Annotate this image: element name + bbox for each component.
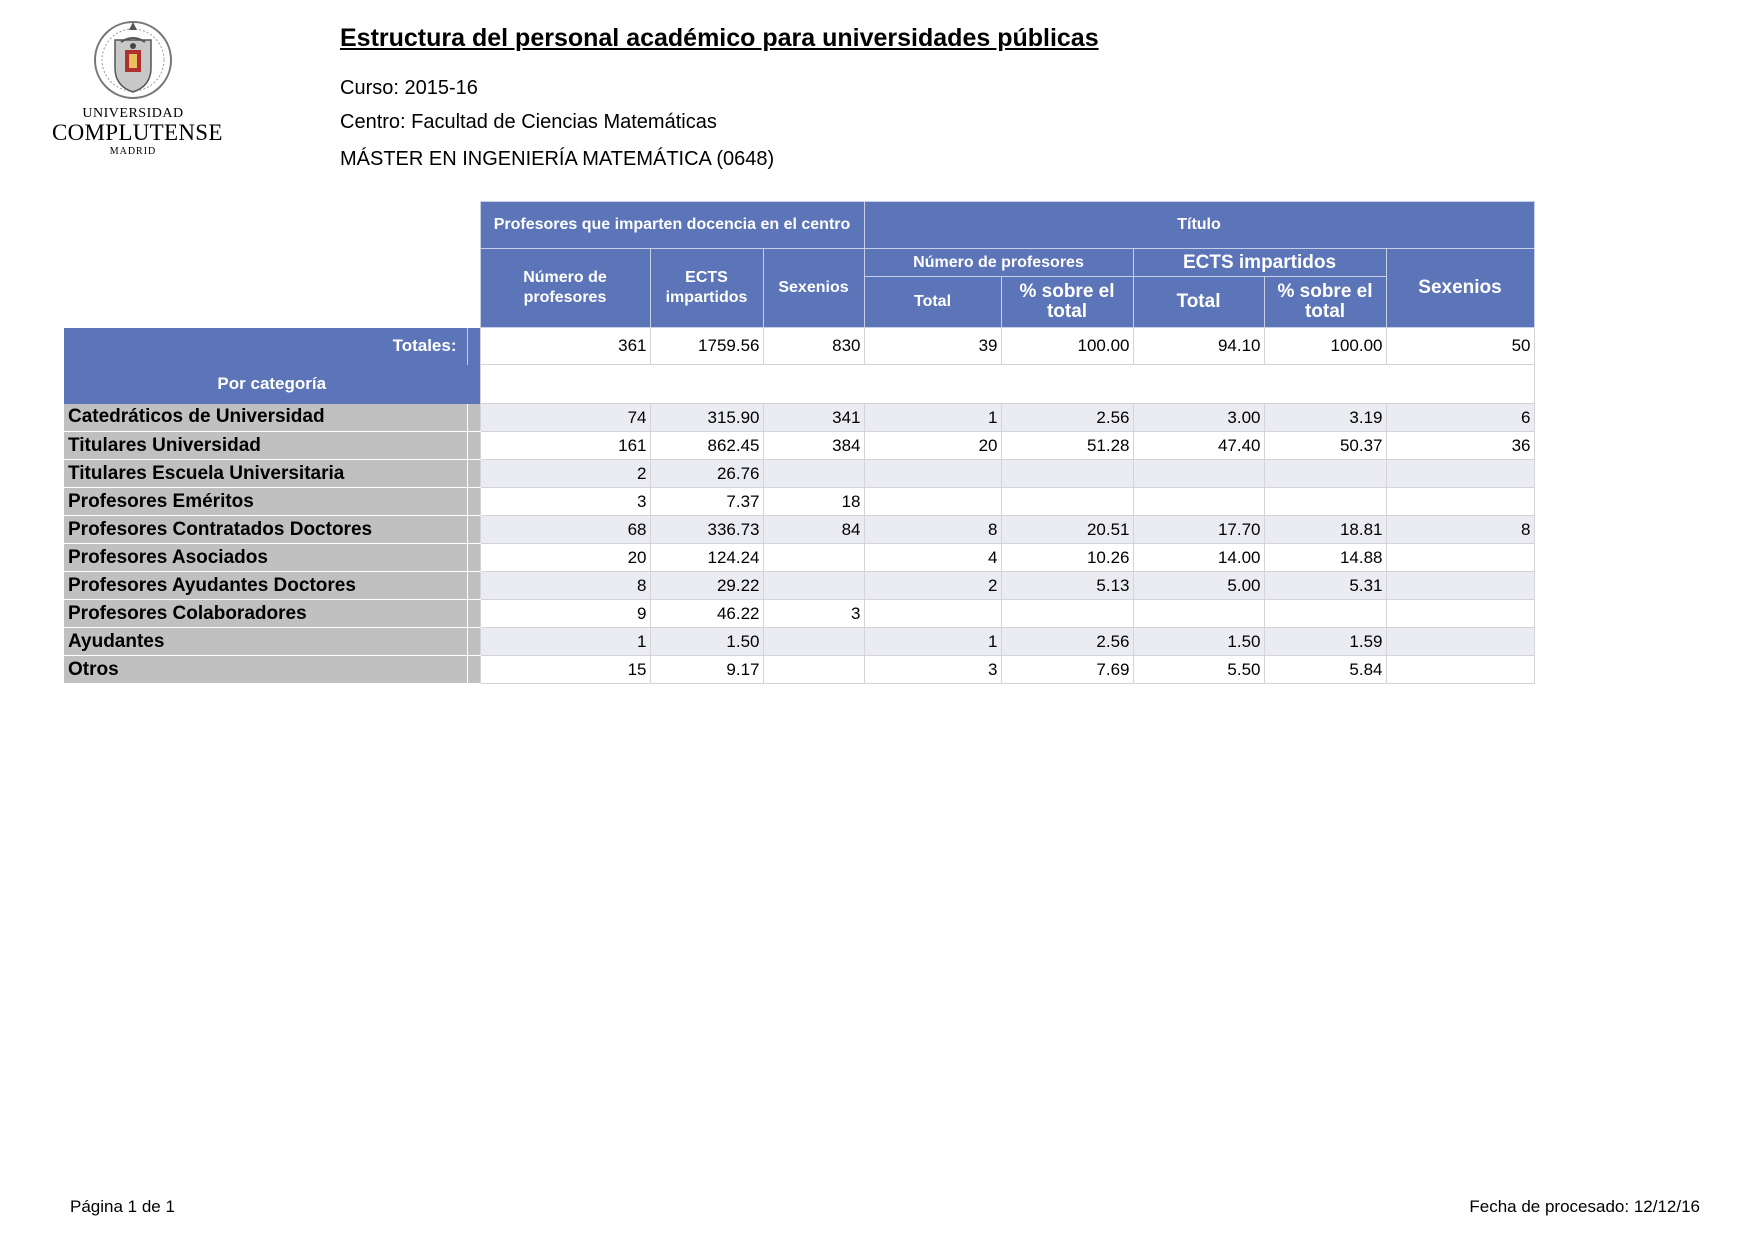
table-cell — [1264, 460, 1386, 488]
table-cell: 5.00 — [1133, 572, 1264, 600]
table-row — [64, 432, 1534, 460]
table-row — [64, 488, 1534, 516]
table-cell: 36 — [1386, 432, 1534, 460]
table-cell: 20 — [864, 432, 1001, 460]
total-cell: 361 — [480, 328, 650, 365]
table-cell — [1133, 460, 1264, 488]
table-cell — [1264, 488, 1386, 516]
table-cell: 18.81 — [1264, 516, 1386, 544]
table-cell: 1 — [480, 628, 650, 656]
report-title: Estructura del personal académico para universidades públicas — [340, 24, 1099, 52]
table-cell: 14.88 — [1264, 544, 1386, 572]
staff-table — [64, 201, 1535, 684]
table-cell — [864, 600, 1001, 628]
row-label: Titulares Universidad — [64, 432, 467, 460]
col-total-profesores: Total — [864, 277, 1001, 328]
total-cell: 1759.56 — [650, 328, 763, 365]
table-cell: 51.28 — [1001, 432, 1133, 460]
table-cell — [864, 460, 1001, 488]
total-cell: 830 — [763, 328, 864, 365]
table-cell: 50.37 — [1264, 432, 1386, 460]
university-crest-icon — [91, 16, 175, 104]
table-cell — [763, 656, 864, 684]
total-cell: 50 — [1386, 328, 1534, 365]
table-cell — [1001, 488, 1133, 516]
row-label: Profesores Ayudantes Doctores — [64, 572, 467, 600]
table-cell — [1386, 544, 1534, 572]
table-row — [64, 656, 1534, 684]
table-cell: 1.50 — [1133, 628, 1264, 656]
processing-date: Fecha de procesado: 12/12/16 — [1469, 1197, 1700, 1216]
table-cell: 124.24 — [650, 544, 763, 572]
table-cell: 5.31 — [1264, 572, 1386, 600]
table-cell: 1 — [864, 628, 1001, 656]
table-cell — [763, 544, 864, 572]
logo-line2: COMPLUTENSE — [52, 120, 223, 145]
col-pct-ects: % sobre el total — [1264, 277, 1386, 328]
table-cell: 5.84 — [1264, 656, 1386, 684]
row-label: Profesores Eméritos — [64, 488, 467, 516]
table-row — [64, 516, 1534, 544]
table-row — [64, 600, 1534, 628]
table-cell — [1264, 600, 1386, 628]
table-cell: 1.50 — [650, 628, 763, 656]
table-cell: 2 — [480, 460, 650, 488]
table-cell — [763, 460, 864, 488]
table-cell: 3 — [763, 600, 864, 628]
row-label: Catedráticos de Universidad — [64, 404, 467, 432]
table-cell: 315.90 — [650, 404, 763, 432]
table-cell — [1001, 460, 1133, 488]
table-cell: 8 — [1386, 516, 1534, 544]
row-label: Ayudantes — [64, 628, 467, 656]
table-cell — [1133, 488, 1264, 516]
university-logo — [52, 16, 223, 166]
totales-label: Totales: — [64, 328, 467, 365]
curso-text: Curso: 2015-16 — [340, 77, 478, 99]
table-cell: 9 — [480, 600, 650, 628]
table-cell: 3.00 — [1133, 404, 1264, 432]
table-cell — [763, 572, 864, 600]
table-cell — [763, 628, 864, 656]
col-num-profesores: Número de profesores — [480, 249, 650, 328]
table-cell — [1001, 600, 1133, 628]
table-cell: 15 — [480, 656, 650, 684]
table-cell: 4 — [864, 544, 1001, 572]
table-cell: 2 — [864, 572, 1001, 600]
table-cell — [1386, 460, 1534, 488]
col-ects: ECTS impartidos — [650, 249, 763, 328]
table-cell: 7.37 — [650, 488, 763, 516]
table-cell: 1.59 — [1264, 628, 1386, 656]
table-row — [64, 628, 1534, 656]
table-cell: 8 — [864, 516, 1001, 544]
table-cell: 1 — [864, 404, 1001, 432]
col-sexenios: Sexenios — [763, 249, 864, 328]
table-cell: 862.45 — [650, 432, 763, 460]
table-cell: 2.56 — [1001, 404, 1133, 432]
table-cell: 18 — [763, 488, 864, 516]
por-categoria-label: Por categoría — [64, 365, 480, 404]
table-row — [64, 460, 1534, 488]
table-cell: 26.76 — [650, 460, 763, 488]
table-cell — [1386, 656, 1534, 684]
table-cell: 46.22 — [650, 600, 763, 628]
table-cell: 74 — [480, 404, 650, 432]
table-cell: 336.73 — [650, 516, 763, 544]
table-cell: 5.13 — [1001, 572, 1133, 600]
table-cell — [864, 488, 1001, 516]
table-cell: 84 — [763, 516, 864, 544]
page-number: Página 1 de 1 — [70, 1197, 175, 1216]
table-cell: 10.26 — [1001, 544, 1133, 572]
table-cell — [1386, 488, 1534, 516]
table-cell: 29.22 — [650, 572, 763, 600]
table-cell: 384 — [763, 432, 864, 460]
subgroup-num-profesores: Número de profesores — [864, 249, 1133, 277]
total-cell: 100.00 — [1001, 328, 1133, 365]
centro-text: Centro: Facultad de Ciencias Matemáticas — [340, 111, 717, 133]
table-cell: 5.50 — [1133, 656, 1264, 684]
table-cell: 47.40 — [1133, 432, 1264, 460]
col-titulo-sexenios: Sexenios — [1386, 249, 1534, 328]
table-cell: 8 — [480, 572, 650, 600]
col-total-ects: Total — [1133, 277, 1264, 328]
table-cell: 161 — [480, 432, 650, 460]
logo-line3: MADRID — [109, 146, 157, 157]
table-cell — [1386, 572, 1534, 600]
subgroup-ects: ECTS impartidos — [1133, 249, 1386, 277]
total-cell: 39 — [864, 328, 1001, 365]
table-cell: 68 — [480, 516, 650, 544]
table-cell: 2.56 — [1001, 628, 1133, 656]
table-cell: 20.51 — [1001, 516, 1133, 544]
row-label: Profesores Asociados — [64, 544, 467, 572]
row-label: Profesores Colaboradores — [64, 600, 467, 628]
col-pct-profesores: % sobre el total — [1001, 277, 1133, 328]
table-cell: 7.69 — [1001, 656, 1133, 684]
table-cell: 14.00 — [1133, 544, 1264, 572]
logo-line1: UNIVERSIDAD — [82, 106, 184, 121]
table-cell — [1386, 628, 1534, 656]
table-row — [64, 404, 1534, 432]
row-label: Titulares Escuela Universitaria — [64, 460, 467, 488]
table-cell: 9.17 — [650, 656, 763, 684]
header-group-titulo: Título — [864, 202, 1534, 249]
table-cell: 3 — [480, 488, 650, 516]
table-cell: 20 — [480, 544, 650, 572]
table-cell — [1133, 600, 1264, 628]
table-cell: 3 — [864, 656, 1001, 684]
row-label: Otros — [64, 656, 467, 684]
header-group-centro: Profesores que imparten docencia en el centro — [480, 202, 864, 249]
table-cell: 6 — [1386, 404, 1534, 432]
total-cell: 100.00 — [1264, 328, 1386, 365]
table-row — [64, 572, 1534, 600]
titulacion-text: MÁSTER EN INGENIERÍA MATEMÁTICA (0648) — [340, 148, 775, 170]
table-cell: 17.70 — [1133, 516, 1264, 544]
table-cell: 3.19 — [1264, 404, 1386, 432]
table-cell — [1386, 600, 1534, 628]
row-label: Profesores Contratados Doctores — [64, 516, 467, 544]
total-cell: 94.10 — [1133, 328, 1264, 365]
table-row — [64, 544, 1534, 572]
table-cell: 341 — [763, 404, 864, 432]
